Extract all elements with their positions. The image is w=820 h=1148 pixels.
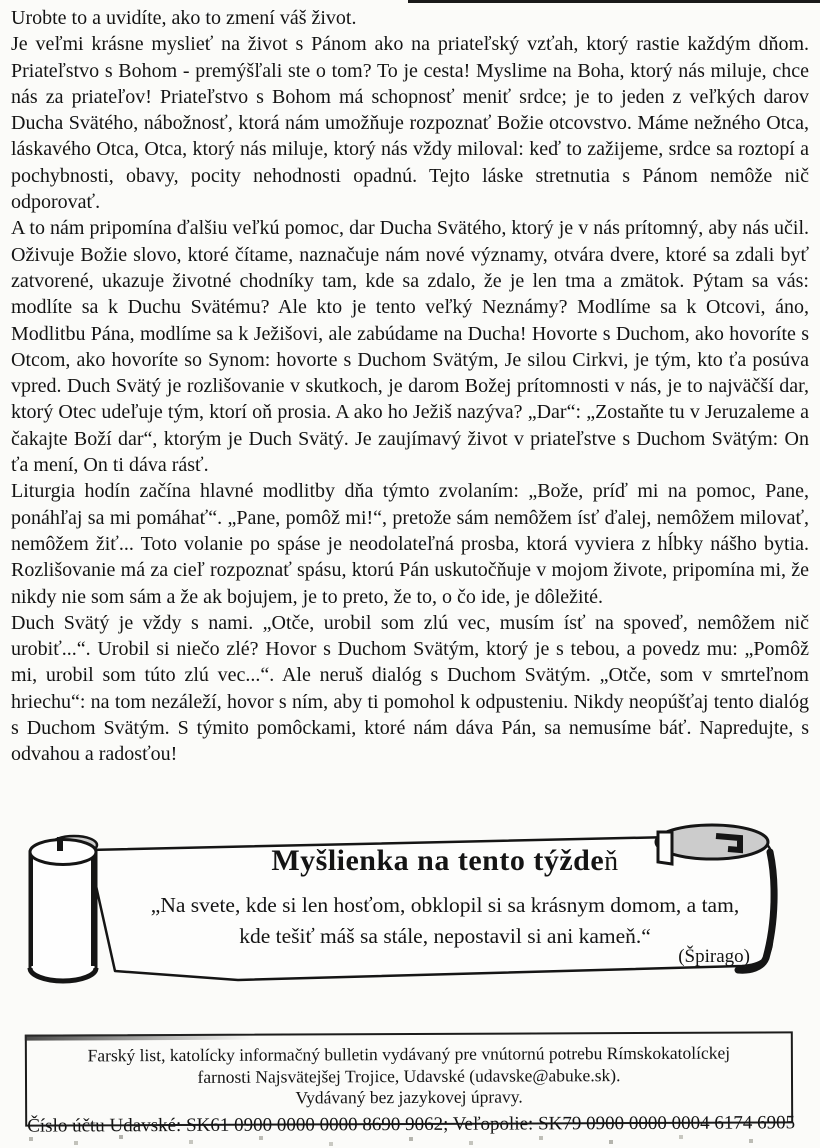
footer-info-box	[25, 1031, 796, 1137]
thought-quote	[130, 890, 760, 952]
footer-line1: Farský list, katolícky informačný bulletin vydávaný pre vnútornú potrebu Rímskokatolíckej	[87, 1042, 731, 1066]
thought-title-main: Myšlienka na tento týžde	[271, 844, 605, 877]
thought-of-week-box	[0, 818, 820, 1003]
article-text-block	[11, 5, 809, 768]
article-paragraph: Duch Svätý je vždy s nami. „Otče, urobil som zlú vec, musím ísť na spoveď, nemôžem nič urobiť...“. Urobil si niečo zlé? Hovor s Duchom Svätým, ktorý je s tebou, a povedz mu: „Pomôž mi, urobil som túto zlú vec...“. Ale neruš dialóg s Duchom Svätým. „Otče, som v smrteľnom hriechu“: na tom nezáleží, hovor s ním, aby ti pomohol k odpusteniu. Nikdy neopúšťaj tento dialóg s Duchom Svätým. S týmito pomôckami, ktoré nám dáva Pán, sa nemusíme báť. Napredujte, s odvahou a radosťou!	[11, 611, 809, 766]
scan-artifact-top-line	[408, 0, 820, 3]
thought-attribution: (Špirago)	[678, 946, 750, 967]
thought-title-suffix: ň	[604, 846, 619, 877]
footer-account-numbers: Číslo účtu Udavské: SK61 0900 0000 0000 8690 9062; Veľopolie: SK79 0900 0000 0004 6174 6905	[27, 1111, 796, 1137]
thought-quote-line1: „Na svete, kde si len hosťom, obklopil si sa krásnym domom, a tam,	[150, 893, 740, 917]
scan-artifact-speckles	[0, 1132, 2, 1134]
scan-artifact-smear	[25, 1034, 255, 1041]
article-paragraph: A to nám pripomína ďalšiu veľkú pomoc, dar Ducha Svätého, ktorý je v nás prítomný, aby nás učil. Oživuje Božie slovo, ktoré čítame, naznačuje nám nové významy, otvára dvere, ktoré sa zdali byť zatvorené, ukazuje životné chodníky tam, kde sa zdalo, že je len tma a zmätok. Pýtam sa vás: modlíte sa k Duchu Svätému? Ale kto je tento veľký Neznámy? Modlíme sa k Otcovi, áno, Modlitbu Pána, modlíme sa k Ježišovi, ale zabúdame na Ducha! Hovorte s Duchom, ako hovoríte s Otcom, ako hovoríte so Synom: hovorte s Duchom Svätým, Je silou Cirkvi, je tým, kto ťa posúva vpred. Duch Svätý je rozlišovanie v skutkoch, je darom Božej prítomnosti v nás, je to najväčší dar, ktorý Otec udeľuje tým, ktorí oň prosia. A ako ho Ježiš nazýva? „Dar“: „Zostaňte tu v Jeruzaleme a čakajte Boží dar“, ktorým je Duch Svätý. Je zaujímavý život v priateľstve s Duchom Svätým: On ťa mení, On ti dáva rásť.	[11, 217, 809, 477]
thought-quote-line2: kde tešiť máš sa stále, nepostavil si ani kameň.“	[239, 924, 651, 948]
footer-line3: Vydávaný bez jazykovej úpravy.	[295, 1086, 523, 1108]
article-paragraph: Liturgia hodín začína hlavné modlitby dňa týmto zvolaním: „Bože, príď mi na pomoc, Pane, ponáhľaj sa mi pomáhať“. „Pane, pomôž mi!“, pretože sám nemôžem ísť ďalej, nemôžem milovať, nemôžem žiť... Toto volanie po spáse je neodolateľná prosba, ktorá vyviera z hĺbky nášho bytia. Rozlišovanie má za cieľ rozpoznať spásu, ktorú Pán uskutočňuje v mojom živote, pripomína mi, že nikdy nie som sám a že ak bojujem, je to preto, že to, o čo ide, je dôležité.	[11, 480, 809, 608]
article-paragraph: Je veľmi krásne myslieť na život s Pánom ako na priateľský vzťah, ktorý rastie každým dňom. Priateľstvo s Bohom - premýšľali ste o tom? To je cesta! Myslime na Boha, ktorý nás miluje, chce nás za priateľov! Priateľstvo s Bohom má schopnosť meniť srdce; je to jeden z veľkých darov Ducha Svätého, nábožnosť, ktorá nám umožňuje rozpoznať Božie otcovstvo. Máme nežného Otca, láskavého Otca, Otca, ktorý nás miluje, ktorý nás vždy miloval: keď to zažijeme, srdce sa roztopí a pochybnosti, obavy, pocity nehodnosti opadnú. Tejto láske stretnutia s Pánom nemôže nič odporovať.	[11, 33, 809, 214]
thought-title	[120, 844, 770, 878]
article-paragraph: Urobte to a uvidíte, ako to zmení váš život.	[11, 7, 357, 29]
footer-line2: farnosti Najsvätejšej Trojice, Udavské (udavske@abuke.sk).	[197, 1064, 621, 1087]
